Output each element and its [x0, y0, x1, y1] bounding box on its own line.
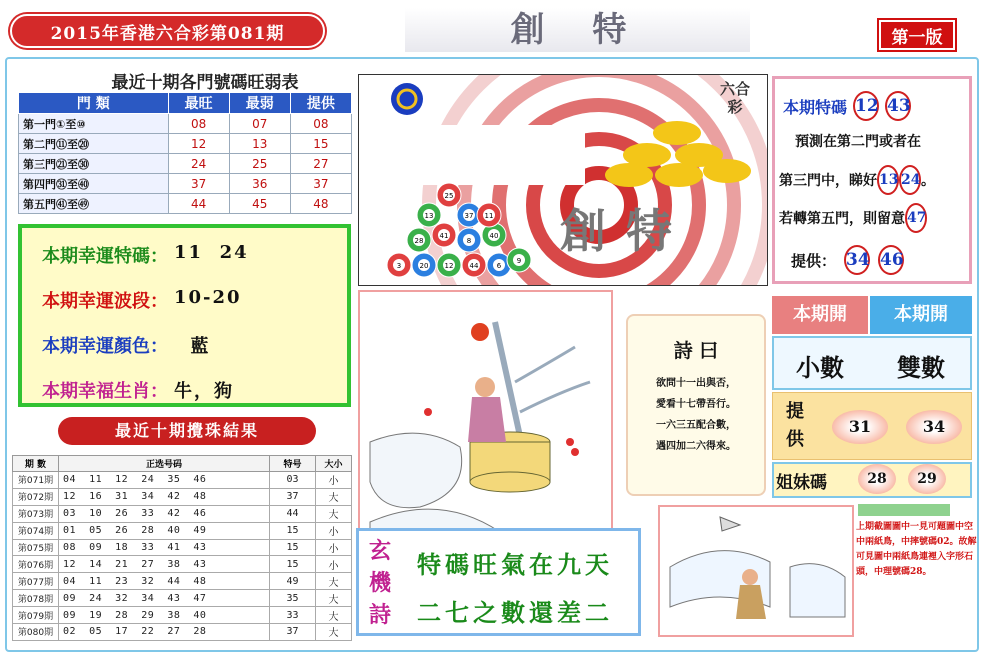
draw-results-title: 最近十期攪珠結果 [58, 417, 316, 445]
draw-cell: 小 [316, 472, 352, 489]
draw-cell: 04 11 23 32 44 48 [59, 573, 270, 590]
special-number: 47 [905, 203, 927, 233]
sister-number: 29 [908, 464, 946, 494]
draw-table-header: 正选号码 [59, 456, 270, 472]
draw-cell: 第073期 [13, 505, 59, 522]
note-header-bar [858, 504, 950, 516]
lottery-ball-number: 41 [439, 232, 449, 240]
page-title: 創 特 [405, 8, 750, 52]
draw-cell: 44 [270, 505, 316, 522]
draw-cell: 35 [270, 590, 316, 607]
parity-result: 雙數 [897, 353, 945, 382]
lucky-value: 藍 [174, 336, 211, 357]
draw-results-table [12, 455, 352, 641]
draw-cell: 12 16 31 34 42 48 [59, 488, 270, 505]
person-icon [742, 569, 758, 585]
lottery-ball-number: 25 [444, 192, 454, 200]
door-table-row [19, 114, 352, 134]
draw-row [13, 539, 352, 556]
door-table-row [19, 134, 352, 154]
logo-icon [391, 83, 423, 115]
special-number: 24 [899, 165, 921, 195]
poem-line: 欲問十一出與否， [656, 378, 736, 389]
result-header: 本期開 [772, 296, 868, 334]
draw-cell: 大 [316, 573, 352, 590]
lucky-value: 牛，狗 [174, 381, 234, 402]
draw-cell: 37 [270, 488, 316, 505]
draw-row [13, 556, 352, 573]
door-table-header: 提供 [290, 93, 351, 114]
special-number: 43 [885, 91, 911, 121]
lucky-label: 本期幸運波段： [42, 291, 168, 312]
poem-line: 遇四加二六得來。 [656, 441, 736, 452]
lucky-row [42, 242, 249, 268]
lucky-value: 10-20 [174, 287, 242, 308]
special-number: 13 [877, 165, 899, 195]
draw-cell: 第079期 [13, 607, 59, 624]
lucky-value: 11 24 [174, 242, 249, 263]
draw-row [13, 472, 352, 489]
lhc-label: 六合彩 [720, 80, 751, 116]
previous-issue-note: 上期截圖圖中一見可題圖中空中兩紙鳥，中摔號碼02。故解可見圖中兩紙鳥連裡入字形石頭，中理號碼28。 [856, 522, 977, 577]
door-table-cell: 07 [229, 114, 290, 134]
result-header: 本期開 [870, 296, 972, 334]
lottery-ball-number: 8 [466, 237, 472, 245]
lucky-row [42, 377, 234, 403]
door-table-cell: 27 [290, 154, 351, 174]
lottery-ball-number: 28 [414, 237, 424, 245]
special-line: 提供： [791, 251, 837, 270]
artwork-title-text: 創特 [560, 204, 692, 258]
door-table-cell: 第三門㉑至㉚ [19, 154, 169, 174]
lottery-ball-number: 3 [396, 262, 402, 270]
draw-cell: 大 [316, 505, 352, 522]
draw-cell: 49 [270, 573, 316, 590]
draw-cell: 第072期 [13, 488, 59, 505]
lucky-label: 本期幸福生肖： [42, 381, 168, 402]
lucky-label: 本期幸運顏色： [42, 336, 168, 357]
draw-cell: 第074期 [13, 522, 59, 539]
paper-bird-illustration [658, 505, 854, 637]
door-table-cell: 第一門①至⑩ [19, 114, 169, 134]
special-number: 34 [844, 245, 870, 275]
draw-cell: 15 [270, 522, 316, 539]
edition-badge: 第一版 [879, 20, 955, 50]
lottery-ball-number: 12 [444, 262, 454, 270]
result-panel [772, 296, 972, 498]
door-table-cell: 24 [168, 154, 229, 174]
door-table-cell: 48 [290, 194, 351, 214]
special-number: 46 [878, 245, 904, 275]
draw-cell: 小 [316, 539, 352, 556]
draw-row [13, 573, 352, 590]
door-table-row [19, 194, 352, 214]
door-table-cell: 第五門㊶至㊾ [19, 194, 169, 214]
door-table-cell: 第二門⑪至⑳ [19, 134, 169, 154]
draw-cell: 04 11 12 24 35 46 [59, 472, 270, 489]
mystery-poem-line: 特碼旺氣在九天 [417, 550, 613, 579]
door-table-cell: 第四門㉛至㊵ [19, 174, 169, 194]
draw-cell: 03 [270, 472, 316, 489]
door-table-cell: 08 [290, 114, 351, 134]
draw-cell: 02 05 17 22 27 28 [59, 624, 270, 641]
person-icon [475, 377, 495, 397]
sister-label: 姐妹碼 [776, 473, 827, 493]
draw-cell: 第080期 [13, 624, 59, 641]
size-result: 小數 [796, 353, 844, 382]
draw-table-header: 期 數 [13, 456, 59, 472]
lottery-ball-number: 13 [424, 212, 434, 220]
door-table-cell: 12 [168, 134, 229, 154]
door-table-cell: 08 [168, 114, 229, 134]
lucky-box [18, 224, 351, 407]
special-line: 預測在第二門或者在 [795, 134, 921, 150]
door-table-row [19, 154, 352, 174]
draw-cell: 33 [270, 607, 316, 624]
draw-cell: 03 10 26 33 42 46 [59, 505, 270, 522]
draw-cell: 01 05 26 28 40 49 [59, 522, 270, 539]
draw-cell: 09 24 32 34 43 47 [59, 590, 270, 607]
draw-table-header: 特号 [270, 456, 316, 472]
mystery-poem-label: 玄機詩 [368, 538, 391, 628]
draw-cell: 第071期 [13, 472, 59, 489]
door-table-cell: 13 [229, 134, 290, 154]
door-table-header: 最旺 [168, 93, 229, 114]
draw-row [13, 624, 352, 641]
door-table-cell: 25 [229, 154, 290, 174]
issue-banner: 2015年香港六合彩第081期 [10, 14, 325, 48]
draw-cell: 37 [270, 624, 316, 641]
give-label: 提供 [786, 401, 804, 450]
door-table-cell: 36 [229, 174, 290, 194]
special-code-title: 本期特碼 [783, 97, 848, 117]
lucky-label: 本期幸運特碼： [42, 246, 168, 267]
draw-row [13, 505, 352, 522]
sun-icon [471, 323, 489, 341]
lottery-ball-number: 9 [516, 257, 522, 265]
draw-cell: 12 14 21 27 38 43 [59, 556, 270, 573]
draw-cell: 第076期 [13, 556, 59, 573]
door-table-cell: 44 [168, 194, 229, 214]
door-table-header: 最弱 [229, 93, 290, 114]
door-table-cell: 37 [290, 174, 351, 194]
mystery-poem-box [356, 528, 641, 636]
special-line: 第三門中，睇好 [779, 173, 877, 189]
door-table-row [19, 174, 352, 194]
special-code-box [772, 76, 972, 284]
draw-row [13, 607, 352, 624]
lottery-ball-number: 20 [419, 262, 429, 270]
draw-cell: 大 [316, 624, 352, 641]
draw-cell: 小 [316, 522, 352, 539]
draw-cell: 大 [316, 607, 352, 624]
lottery-ball-number: 37 [464, 212, 474, 220]
paper-bird-icon [720, 517, 740, 531]
door-table-cell: 15 [290, 134, 351, 154]
draw-cell: 08 09 18 33 41 43 [59, 539, 270, 556]
poem-line: 一六三五配合數， [656, 420, 736, 431]
poem-title: 詩 曰 [673, 340, 719, 362]
draw-row [13, 522, 352, 539]
mystery-poem-line: 二七之數還差二 [417, 598, 613, 627]
door-table [18, 92, 352, 214]
poem-box [626, 314, 766, 496]
door-table-cell: 45 [229, 194, 290, 214]
draw-cell: 15 [270, 556, 316, 573]
door-table-title: 最近十期各門號碼旺弱表 [111, 73, 299, 93]
draw-row [13, 590, 352, 607]
draw-row [13, 488, 352, 505]
lottery-ball-number: 44 [469, 262, 479, 270]
draw-cell: 大 [316, 488, 352, 505]
draw-table-header: 大小 [316, 456, 352, 472]
door-table-cell: 37 [168, 174, 229, 194]
draw-cell: 09 19 28 29 38 40 [59, 607, 270, 624]
door-table-header: 門 類 [19, 93, 169, 114]
poem-line: 愛看十七帶吾行。 [656, 399, 736, 410]
draw-cell: 第077期 [13, 573, 59, 590]
lottery-ball-number: 6 [496, 262, 502, 270]
draw-cell: 第075期 [13, 539, 59, 556]
special-number: 12 [853, 91, 879, 121]
blank-label-area [395, 125, 585, 185]
special-line: 若轉第五門，則留意 [779, 211, 905, 227]
lottery-ball-number: 40 [489, 232, 499, 240]
give-number: 34 [906, 410, 962, 444]
special-line: 。 [921, 173, 935, 189]
draw-cell: 大 [316, 590, 352, 607]
draw-cell: 第078期 [13, 590, 59, 607]
draw-cell: 15 [270, 539, 316, 556]
draw-cell: 小 [316, 556, 352, 573]
lucky-row [42, 287, 242, 313]
give-number: 31 [832, 410, 888, 444]
lottery-ball-number: 11 [484, 212, 494, 220]
sister-number: 28 [858, 464, 896, 494]
lucky-row [42, 332, 211, 358]
